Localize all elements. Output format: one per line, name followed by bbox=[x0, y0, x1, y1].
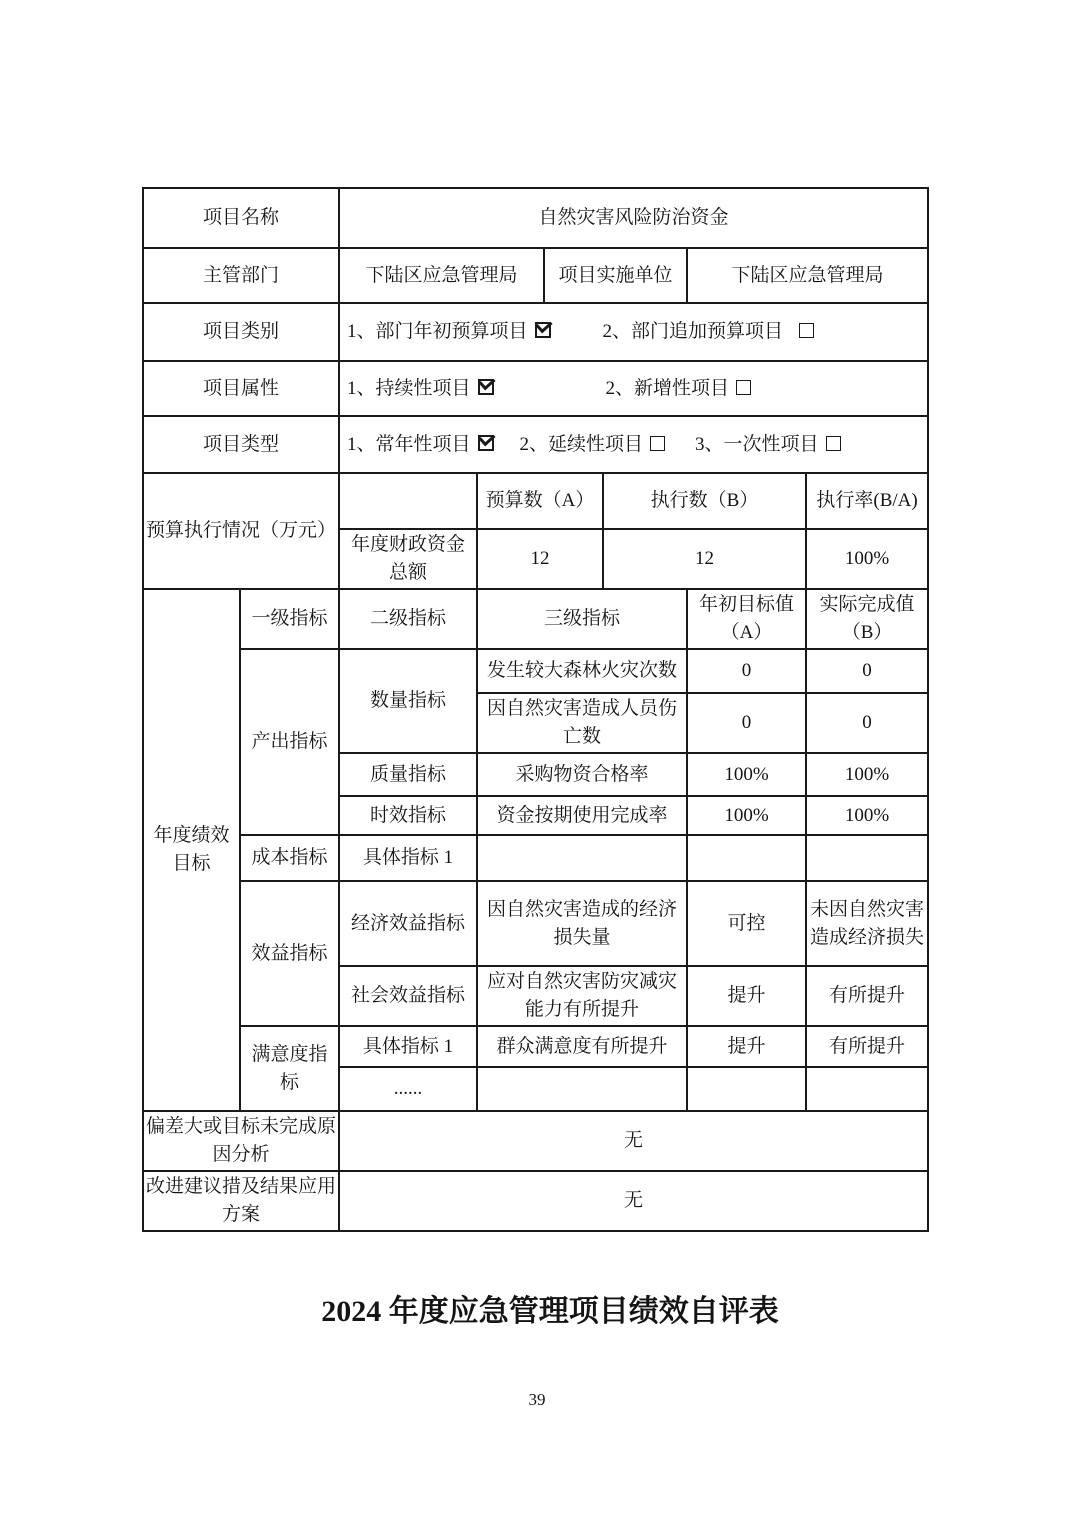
page-number: 39 bbox=[528, 1390, 546, 1409]
perf-fire-l3: 发生较大森林火灾次数 bbox=[477, 649, 687, 693]
perf-benefit-label: 效益指标 bbox=[240, 881, 339, 1026]
checkbox-checked-icon bbox=[478, 435, 494, 451]
budget-col-rate-header: 执行率(B/A) bbox=[806, 473, 928, 529]
perf-timeliness-l3: 资金按期使用完成率 bbox=[477, 796, 687, 835]
perf-social-actual: 有所提升 bbox=[806, 966, 928, 1026]
budget-col-b-header: 执行数（B） bbox=[603, 473, 806, 529]
perf-ellipsis-l3 bbox=[477, 1067, 687, 1111]
perf-economic-actual: 未因自然灾害造成经济损失 bbox=[806, 881, 928, 966]
type-option-2: 2、延续性项目 bbox=[519, 433, 644, 455]
dept-label: 主管部门 bbox=[143, 248, 339, 303]
row-perf-economic bbox=[143, 881, 928, 966]
checkbox-empty-icon bbox=[736, 380, 751, 395]
perf-casualty-actual: 0 bbox=[806, 693, 928, 753]
improvement-label: 改进建议措及结果应用方案 bbox=[143, 1171, 339, 1231]
row-perf-cost bbox=[143, 835, 928, 881]
perf-social-target: 提升 bbox=[687, 966, 806, 1026]
category-label: 项目类别 bbox=[143, 303, 339, 361]
perf-ellipsis-actual bbox=[806, 1067, 928, 1111]
row-deviation bbox=[143, 1111, 928, 1171]
perf-header-l2: 二级指标 bbox=[339, 589, 477, 649]
type-options bbox=[339, 416, 928, 473]
perf-output-label: 产出指标 bbox=[240, 649, 339, 835]
perf-satisfaction-label: 满意度指标 bbox=[240, 1026, 339, 1111]
perf-timeliness-actual: 100% bbox=[806, 796, 928, 835]
perf-cost-l3 bbox=[477, 835, 687, 881]
perf-satisfaction-l2: 具体指标 1 bbox=[339, 1026, 477, 1067]
attribute-label: 项目属性 bbox=[143, 361, 339, 416]
impl-unit-label: 项目实施单位 bbox=[544, 248, 687, 303]
attribute-options bbox=[339, 361, 928, 416]
perf-casualty-l3: 因自然灾害造成人员伤亡数 bbox=[477, 693, 687, 753]
type-option-3: 3、一次性项目 bbox=[695, 433, 819, 455]
perf-quality-target: 100% bbox=[687, 753, 806, 796]
row-perf-fire bbox=[143, 649, 928, 693]
checkbox-empty-icon bbox=[799, 323, 814, 338]
row-improvement bbox=[143, 1171, 928, 1231]
perf-quality-actual: 100% bbox=[806, 753, 928, 796]
perf-quality-l2: 质量指标 bbox=[339, 753, 477, 796]
perf-satisfaction-target: 提升 bbox=[687, 1026, 806, 1067]
perf-economic-l3: 因自然灾害造成的经济损失量 bbox=[477, 881, 687, 966]
budget-value-b: 12 bbox=[603, 529, 806, 589]
perf-satisfaction-actual: 有所提升 bbox=[806, 1026, 928, 1067]
perf-quantity-label: 数量指标 bbox=[339, 649, 477, 753]
checkbox-empty-icon bbox=[650, 436, 665, 451]
type-label: 项目类型 bbox=[143, 416, 339, 473]
perf-cost-l1: 成本指标 bbox=[240, 835, 339, 881]
budget-col-a-header: 预算数（A） bbox=[477, 473, 603, 529]
perf-casualty-target: 0 bbox=[687, 693, 806, 753]
perf-quality-l3: 采购物资合格率 bbox=[477, 753, 687, 796]
perf-label: 年度绩效目标 bbox=[143, 589, 240, 1111]
perf-header-l3: 三级指标 bbox=[477, 589, 687, 649]
row-budget-header bbox=[143, 473, 928, 529]
deviation-value: 无 bbox=[339, 1111, 928, 1171]
row-dept bbox=[143, 248, 928, 303]
row-project-name bbox=[143, 188, 928, 248]
category-option-1: 1、部门年初预算项目 bbox=[347, 321, 528, 342]
checkbox-empty-icon bbox=[826, 436, 841, 451]
impl-unit-value: 下陆区应急管理局 bbox=[687, 248, 928, 303]
attribute-option-2: 2、新增性项目 bbox=[605, 377, 730, 399]
row-attribute bbox=[143, 361, 928, 416]
project-name-value: 自然灾害风险防治资金 bbox=[339, 188, 928, 248]
perf-header-target: 年初目标值（A） bbox=[687, 589, 806, 649]
row-category bbox=[143, 303, 928, 361]
perf-timeliness-l2: 时效指标 bbox=[339, 796, 477, 835]
perf-fire-target: 0 bbox=[687, 649, 806, 693]
budget-value-rate: 100% bbox=[806, 529, 928, 589]
type-option-1: 1、常年性项目 bbox=[347, 433, 471, 455]
perf-satisfaction-l3: 群众满意度有所提升 bbox=[477, 1026, 687, 1067]
perf-social-l3: 应对自然灾害防灾减灾能力有所提升 bbox=[477, 966, 687, 1026]
checkbox-checked-icon bbox=[535, 322, 551, 338]
perf-cost-actual bbox=[806, 835, 928, 881]
project-name-label: 项目名称 bbox=[143, 188, 339, 248]
perf-cost-target bbox=[687, 835, 806, 881]
next-section-title: 2024 年度应急管理项目绩效自评表 bbox=[321, 1295, 779, 1328]
checkbox-checked-icon bbox=[478, 379, 494, 395]
perf-economic-target: 可控 bbox=[687, 881, 806, 966]
attribute-option-1: 1、持续性项目 bbox=[347, 377, 471, 399]
perf-header-l1: 一级指标 bbox=[240, 589, 339, 649]
row-type bbox=[143, 416, 928, 473]
category-option-2: 2、部门追加预算项目 bbox=[602, 321, 784, 342]
improvement-value: 无 bbox=[339, 1171, 928, 1231]
budget-row-label: 年度财政资金总额 bbox=[339, 529, 477, 589]
self-evaluation-table bbox=[142, 187, 929, 1232]
row-perf-header bbox=[143, 589, 928, 649]
budget-value-a: 12 bbox=[477, 529, 603, 589]
perf-timeliness-target: 100% bbox=[687, 796, 806, 835]
budget-label: 预算执行情况（万元） bbox=[143, 473, 339, 589]
perf-social-l2: 社会效益指标 bbox=[339, 966, 477, 1026]
perf-economic-l2: 经济效益指标 bbox=[339, 881, 477, 966]
perf-ellipsis-l2: ...... bbox=[339, 1067, 477, 1111]
perf-cost-l2: 具体指标 1 bbox=[339, 835, 477, 881]
perf-fire-actual: 0 bbox=[806, 649, 928, 693]
dept-value: 下陆区应急管理局 bbox=[339, 248, 544, 303]
perf-header-actual: 实际完成值（B） bbox=[806, 589, 928, 649]
category-options bbox=[339, 303, 928, 361]
row-perf-satisfaction bbox=[143, 1026, 928, 1067]
budget-blank-cell bbox=[339, 473, 477, 529]
perf-ellipsis-target bbox=[687, 1067, 806, 1111]
deviation-label: 偏差大或目标未完成原因分析 bbox=[143, 1111, 339, 1171]
